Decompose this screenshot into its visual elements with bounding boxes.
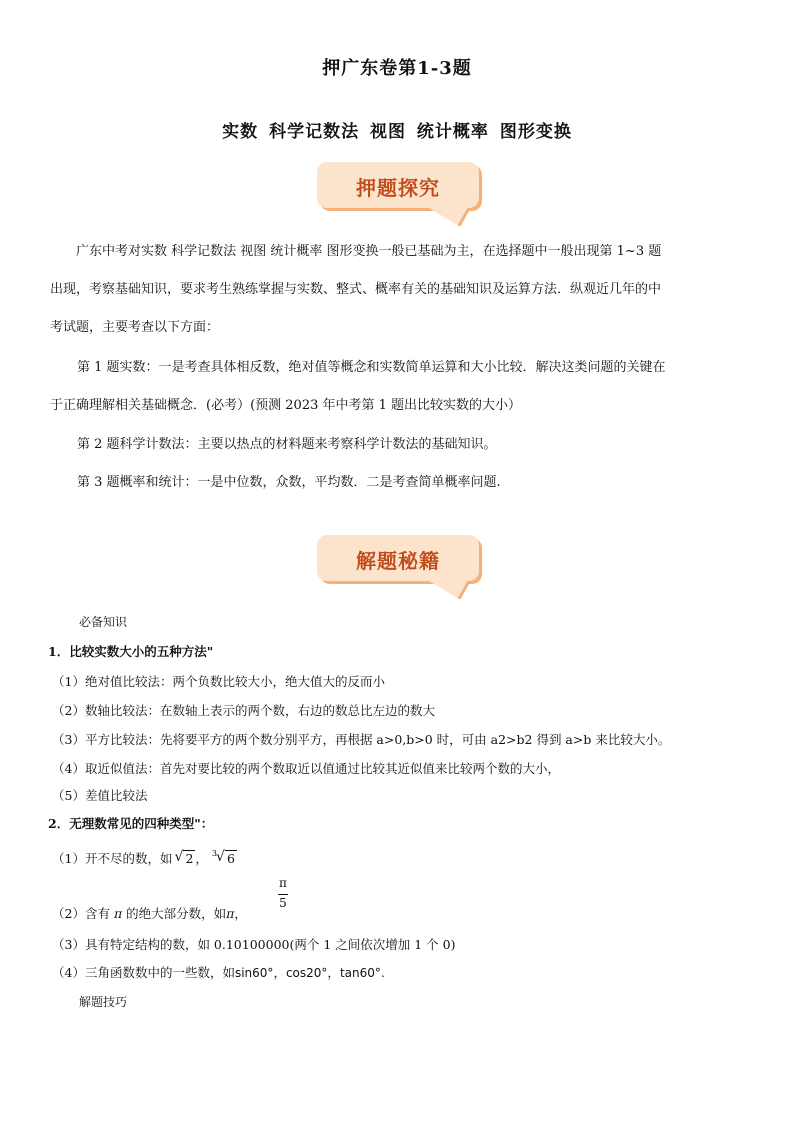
method-item: （3）平方比较法：先将要平方的两个数分别平方，再根据 a>0,b>0 时，可由 a2>b2 得到 a>b 来比较大小。 — [52, 732, 671, 747]
fraction-denominator: 5 — [279, 896, 287, 910]
item-text: （2）含有 — [52, 906, 110, 921]
banner-exploration — [317, 162, 479, 208]
fraction-numerator: π — [279, 876, 287, 890]
pi-symbol: π — [113, 906, 123, 921]
question1-paragraph — [50, 349, 750, 425]
skills-label: 解题技巧 — [79, 995, 128, 1009]
intro-paragraph — [50, 233, 750, 347]
speech-tail-icon — [429, 581, 469, 599]
question2-paragraph: 第 2 题科学计数法：主要以热点的材料题来考察科学计数法的基础知识。 — [77, 437, 497, 452]
trig-value: cos20° — [285, 966, 328, 980]
intro-line: 广东中考对实数 科学记数法 视图 统计概率 图形变换一般已基础为主，在选择题中一般出现第 1~3 题 — [76, 244, 662, 259]
method-item: （2）数轴比较法：在数轴上表示的两个数，右边的数总比左边的数大 — [52, 703, 435, 718]
pi-symbol: π — [226, 906, 235, 921]
irrational-item-2 — [52, 904, 247, 922]
sqrt-argument: 2 — [185, 851, 194, 866]
separator: ， — [327, 965, 340, 980]
method-item: （1）绝对值比较法：两个负数比较大小，绝大值大的反而小 — [52, 674, 385, 689]
intro-line: 考试题，主要考查以下方面： — [50, 320, 220, 335]
intro-line: 出现，考察基础知识，要求考生熟练掌握与实数、整式、概率有关的基础知识及运算方法．纵观近几年的中 — [50, 282, 662, 297]
question1-line: 第 1 题实数：一是考查具体相反数，绝对值等概念和实数简单运算和大小比较．解决这类问题的关键在 — [77, 360, 666, 375]
separator: ， — [234, 906, 247, 921]
cube-root-argument: 6 — [227, 851, 235, 866]
item-text: 的绝大部分数，如 — [126, 906, 227, 921]
separator: ， — [195, 851, 208, 866]
trig-value: sin60° — [234, 966, 274, 980]
pi-over-5-fraction — [276, 876, 290, 910]
method-item: （4）取近似值法：首先对要比较的两个数取近以值通过比较其近似值来比较两个数的大小， — [52, 761, 560, 776]
question1-line: 于正确理解相关基础概念．(必考）(预测 2023 年中考第 1 题出比较实数的大小） — [50, 398, 522, 413]
separator: ， — [273, 965, 286, 980]
method-item: （5）差值比较法 — [52, 788, 148, 803]
item-text: （4）三角函数数中的一些数，如 — [52, 965, 235, 980]
section2-title: 2．无理数常见的四种类型"： — [48, 816, 214, 831]
page-subtitle: 实数 科学记数法 视图 统计概率 图形变换 — [222, 122, 572, 142]
separator: . — [380, 965, 385, 980]
cube-root-index: 3 — [211, 849, 218, 858]
speech-tail-icon — [429, 208, 469, 226]
banner-exploration-label: 押题探究 — [356, 176, 440, 200]
knowledge-label: 必备知识 — [79, 615, 128, 629]
irrational-item-4 — [52, 963, 385, 981]
irrational-item-1 — [52, 849, 237, 867]
banner-secrets — [317, 535, 479, 581]
irrational-item-3: （3）具有特定结构的数，如 0.10100000(两个 1 之间依次增加 1 个 0) — [52, 937, 456, 952]
fraction-bar — [278, 894, 288, 895]
section1-title: 1．比较实数大小的五种方法" — [48, 644, 214, 659]
trig-value: tan60° — [339, 966, 381, 980]
page-title: 押广东卷第1-3题 — [322, 58, 472, 79]
cube-root-expression: √ 6 — [216, 849, 235, 866]
banner-secrets-label: 解题秘籍 — [356, 549, 440, 573]
item-text: （1）开不尽的数，如 — [52, 851, 173, 866]
sqrt-expression: √ 2 — [174, 849, 194, 866]
question3-paragraph: 第 3 题概率和统计：一是中位数，众数，平均数．二是考查简单概率问题. — [77, 475, 501, 490]
